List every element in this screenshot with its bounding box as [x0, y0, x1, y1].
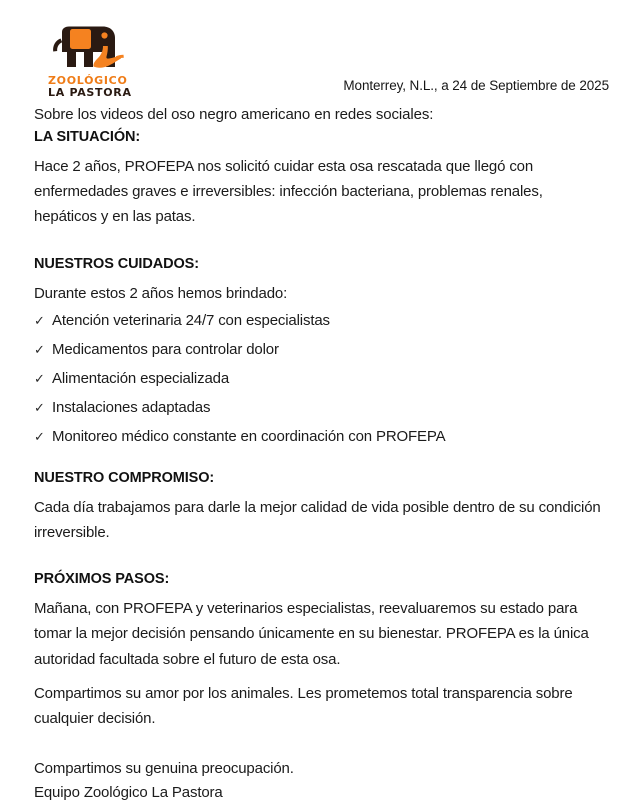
- list-item: [34, 313, 609, 328]
- check-icon: ✓: [34, 429, 45, 445]
- check-icon: ✓: [34, 371, 45, 387]
- brand-wordmark-line2: LA PASTORA: [48, 85, 132, 99]
- brand-wordmark: [46, 75, 132, 98]
- document-header: [34, 0, 609, 99]
- spacer: [34, 672, 609, 681]
- section-paragraph: Mañana, con PROFEPA y veterinarios especialistas, reevaluaremos su estado para tomar la mejor decisión pensando únicamente en su bienestar. PROFEPA es la única autoridad facultada sobre el futuro de esta osa.: [34, 600, 589, 668]
- section-paragraph: Compartimos su amor por los animales. Les prometemos total transparencia sobre cualquier decisión.: [34, 684, 573, 727]
- document-body: [34, 96, 609, 806]
- section-la-situacion: [34, 129, 609, 230]
- check-icon: ✓: [34, 313, 45, 329]
- spacer: [34, 549, 609, 571]
- section-nuestros-cuidados: [34, 256, 609, 444]
- intro-line: Sobre los videos del oso negro americano en redes sociales:: [34, 106, 434, 123]
- list-item-label: Alimentación especializada: [52, 369, 230, 387]
- spacer: [34, 735, 609, 757]
- elephant-logo-icon: [46, 18, 138, 74]
- section-heading: NUESTROS CUIDADOS:: [34, 255, 199, 272]
- section-heading: PRÓXIMOS PASOS:: [34, 571, 170, 588]
- closing-line-1: Compartimos su genuina preocupación.: [34, 760, 294, 778]
- section-proximos-pasos: [34, 571, 609, 731]
- list-item-label: Monitoreo médico constante en coordinación con PROFEPA: [52, 427, 446, 445]
- list-item: [34, 371, 609, 386]
- list-item: [34, 400, 609, 415]
- section-paragraph: Durante estos 2 años hemos brindado:: [34, 284, 288, 302]
- spacer: [34, 234, 609, 256]
- brand-wordmark-line1: ZOOLÓGICO: [48, 74, 128, 87]
- list-item-label: Medicamentos para controlar dolor: [52, 340, 279, 358]
- section-nuestro-compromiso: [34, 470, 609, 545]
- care-checklist: [34, 313, 609, 444]
- list-item: [34, 342, 609, 357]
- closing-block: [34, 757, 609, 806]
- section-heading: LA SITUACIÓN:: [34, 129, 141, 145]
- spacer: [34, 448, 609, 470]
- check-icon: ✓: [34, 342, 45, 358]
- closing-signature: Equipo Zoológico La Pastora: [34, 784, 223, 802]
- section-paragraph: Cada día trabajamos para darle la mejor calidad de vida posible dentro de su condición irreversible.: [34, 498, 601, 541]
- section-heading: NUESTRO COMPROMISO:: [34, 469, 215, 486]
- list-item-label: Instalaciones adaptadas: [52, 398, 211, 416]
- brand-block: [34, 18, 166, 98]
- dateline: Monterrey, N.L., a 24 de Septiembre de 2025: [343, 78, 609, 93]
- check-icon: ✓: [34, 400, 45, 416]
- list-item-label: Atención veterinaria 24/7 con especialistas: [52, 311, 330, 329]
- list-item: [34, 429, 609, 444]
- section-paragraph: Hace 2 años, PROFEPA nos solicitó cuidar esta osa rescatada que llegó con enfermedades graves e irreversibles: infección bacteriana, problemas renales, hepáticos y en las patas.: [34, 158, 543, 226]
